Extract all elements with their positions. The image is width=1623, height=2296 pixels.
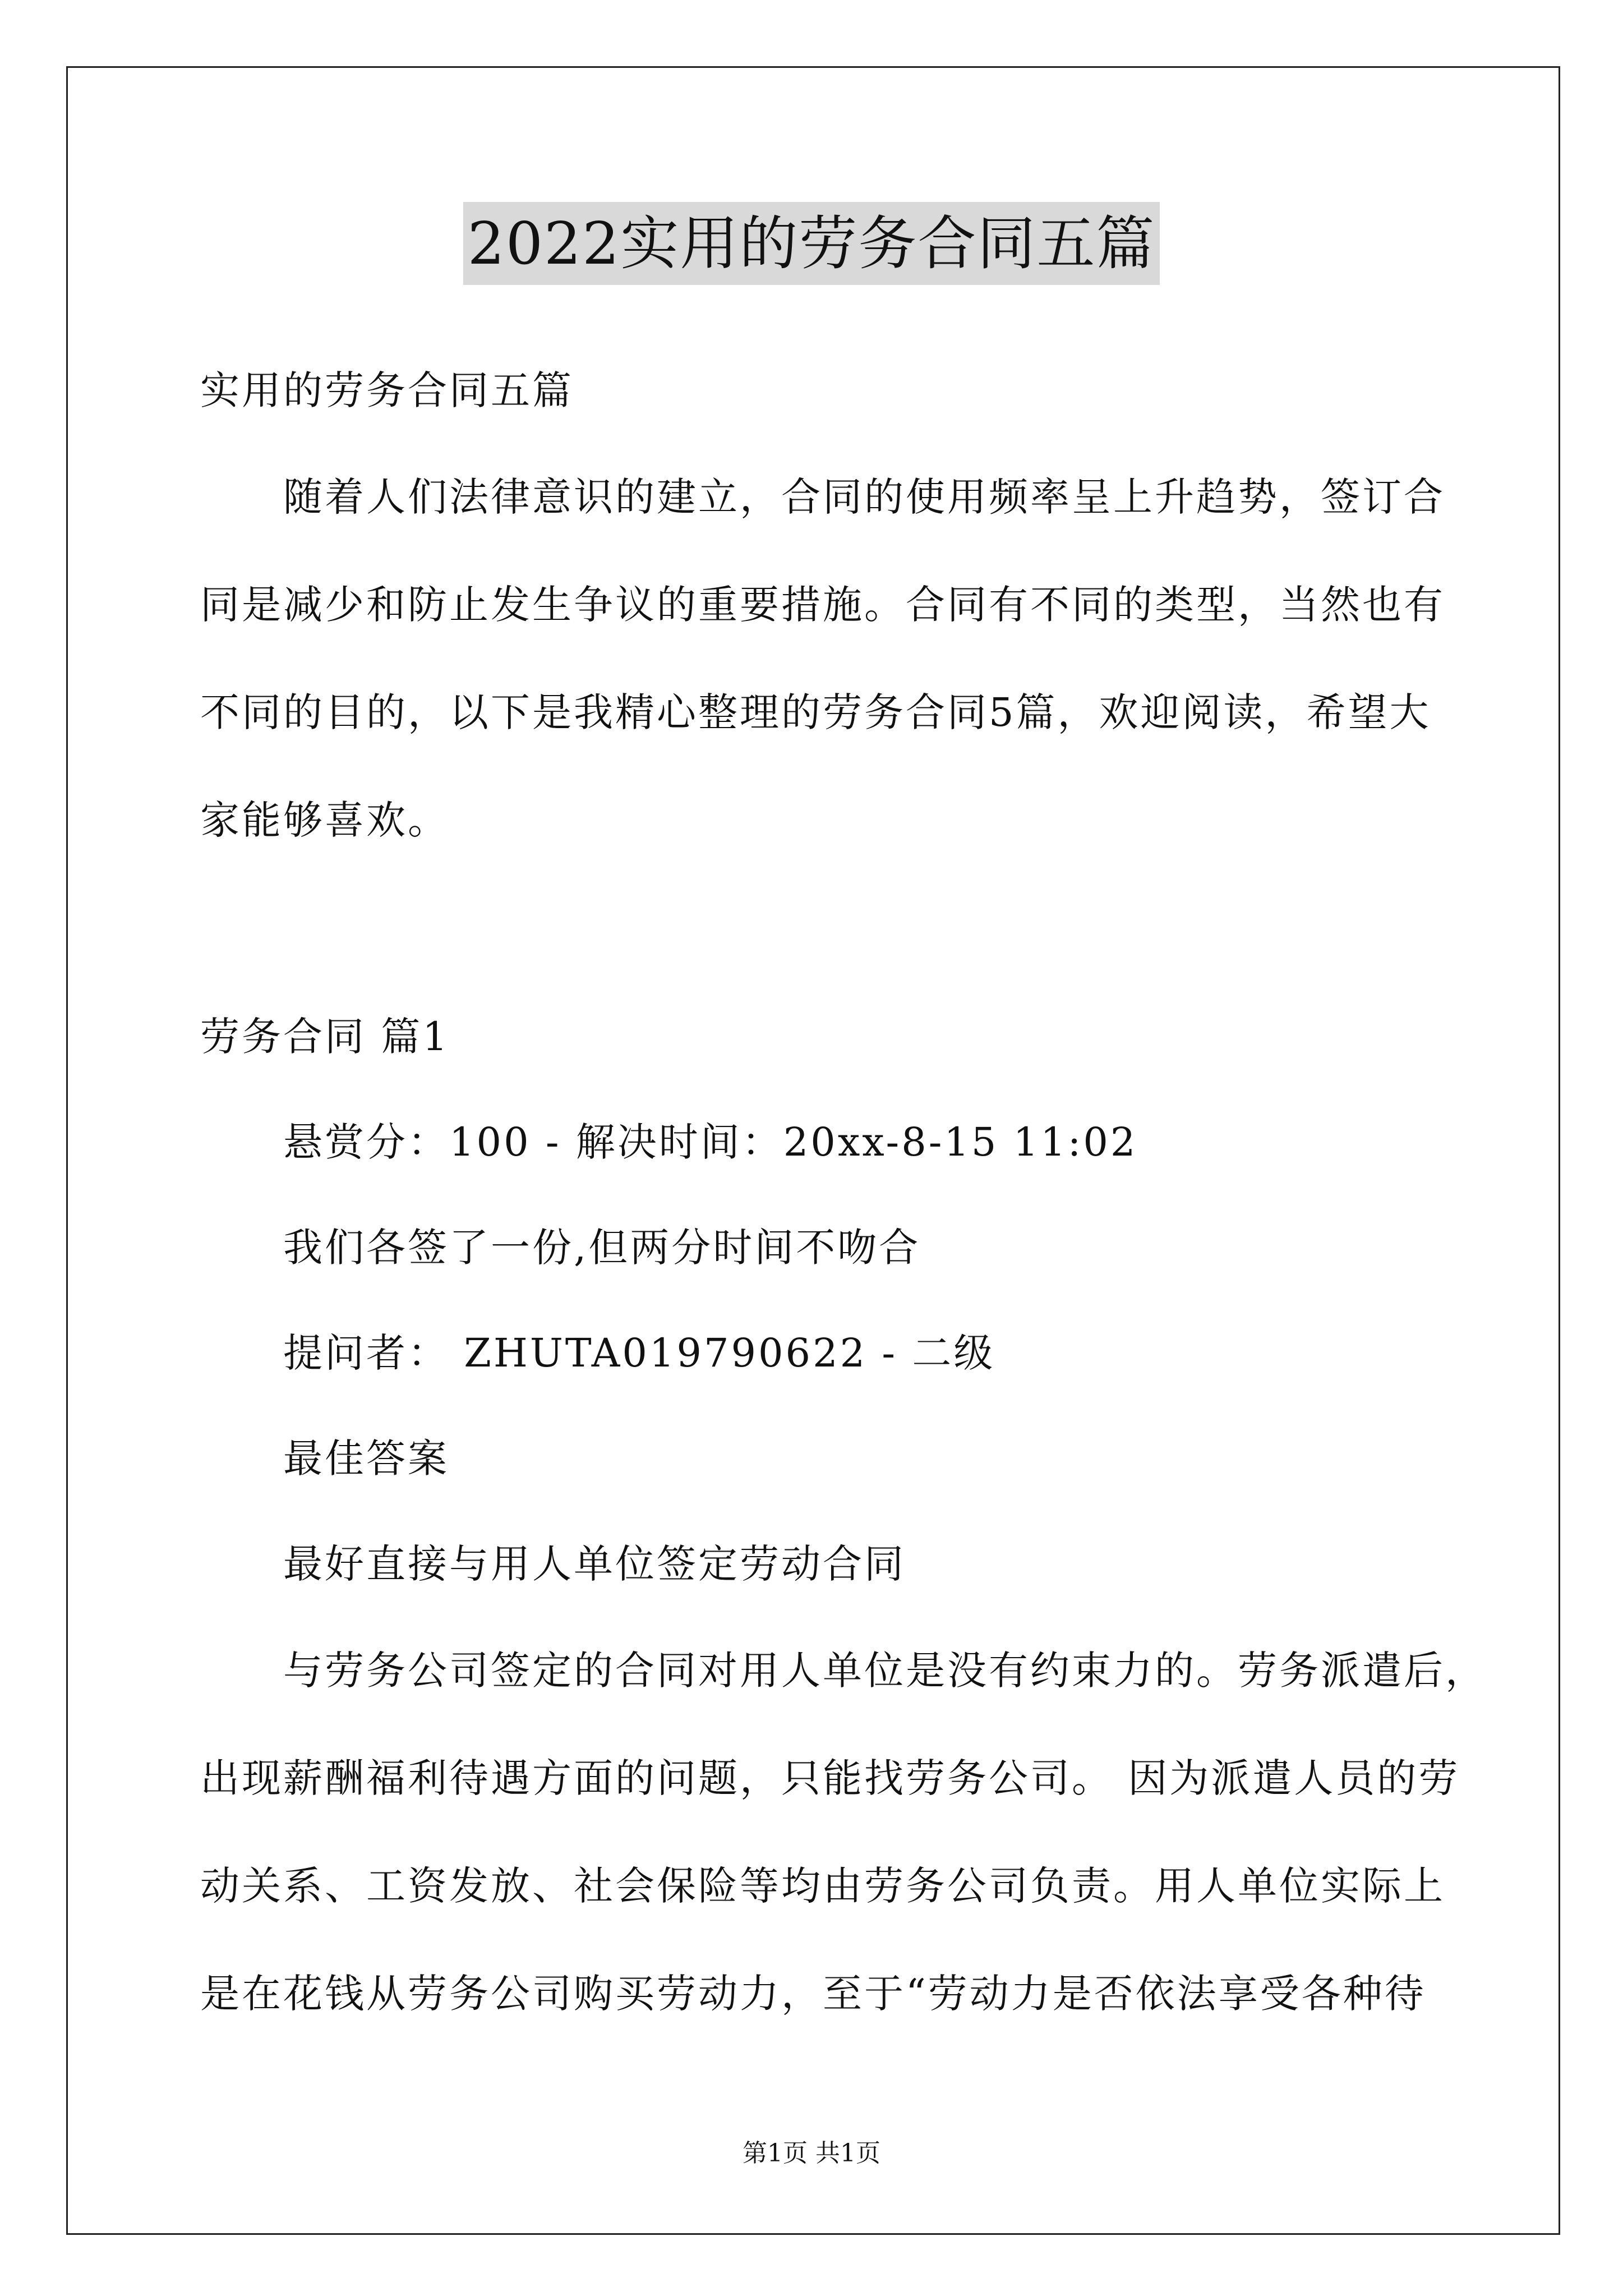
qa-line: 我们各签了一份,但两分时间不吻合 [283,1225,921,1271]
document-body [200,338,1487,2047]
section-heading: 劳务合同 篇1 [200,1014,450,1060]
document-title: 2022实用的劳务合同五篇 [463,202,1160,285]
body-line: 出现薪酬福利待遇方面的问题，只能找劳务公司。 因为派遣人员的劳 [200,1755,1460,1801]
qa-line: 悬赏分：100 - 解决时间：20xx-8-15 11:02 [283,1119,1138,1165]
section-gap [200,874,1451,984]
page-footer: 第1页 共1页 [743,2139,880,2168]
body-line: 与劳务公司签定的合同对用人单位是没有约束力的。劳务派遣后， [283,1648,1487,1694]
title-container [0,202,1623,285]
qa-line: 提问者： ZHUTA019790622 - 二级 [283,1330,995,1376]
intro-line: 家能够喜欢。 [200,797,449,843]
qa-line: 最佳答案 [283,1435,449,1481]
intro-line: 同是减少和防止发生争议的重要措施。合同有不同的类型，当然也有 [200,582,1445,628]
intro-line: 随着人们法律意识的建立，合同的使用频率呈上升趋势，签订合 [283,474,1445,520]
intro-line: 不同的目的，以下是我精心整理的劳务合同5篇，欢迎阅读，希望大 [200,689,1431,735]
body-line: 动关系、工资发放、社会保险等均由劳务公司负责。用人单位实际上 [200,1863,1445,1909]
qa-line: 最好直接与用人单位签定劳动合同 [283,1541,906,1587]
document-subtitle: 实用的劳务合同五篇 [200,367,574,413]
body-line: 是在花钱从劳务公司购买劳动力，至于“劳动力是否依法享受各种待 [200,1971,1426,2017]
